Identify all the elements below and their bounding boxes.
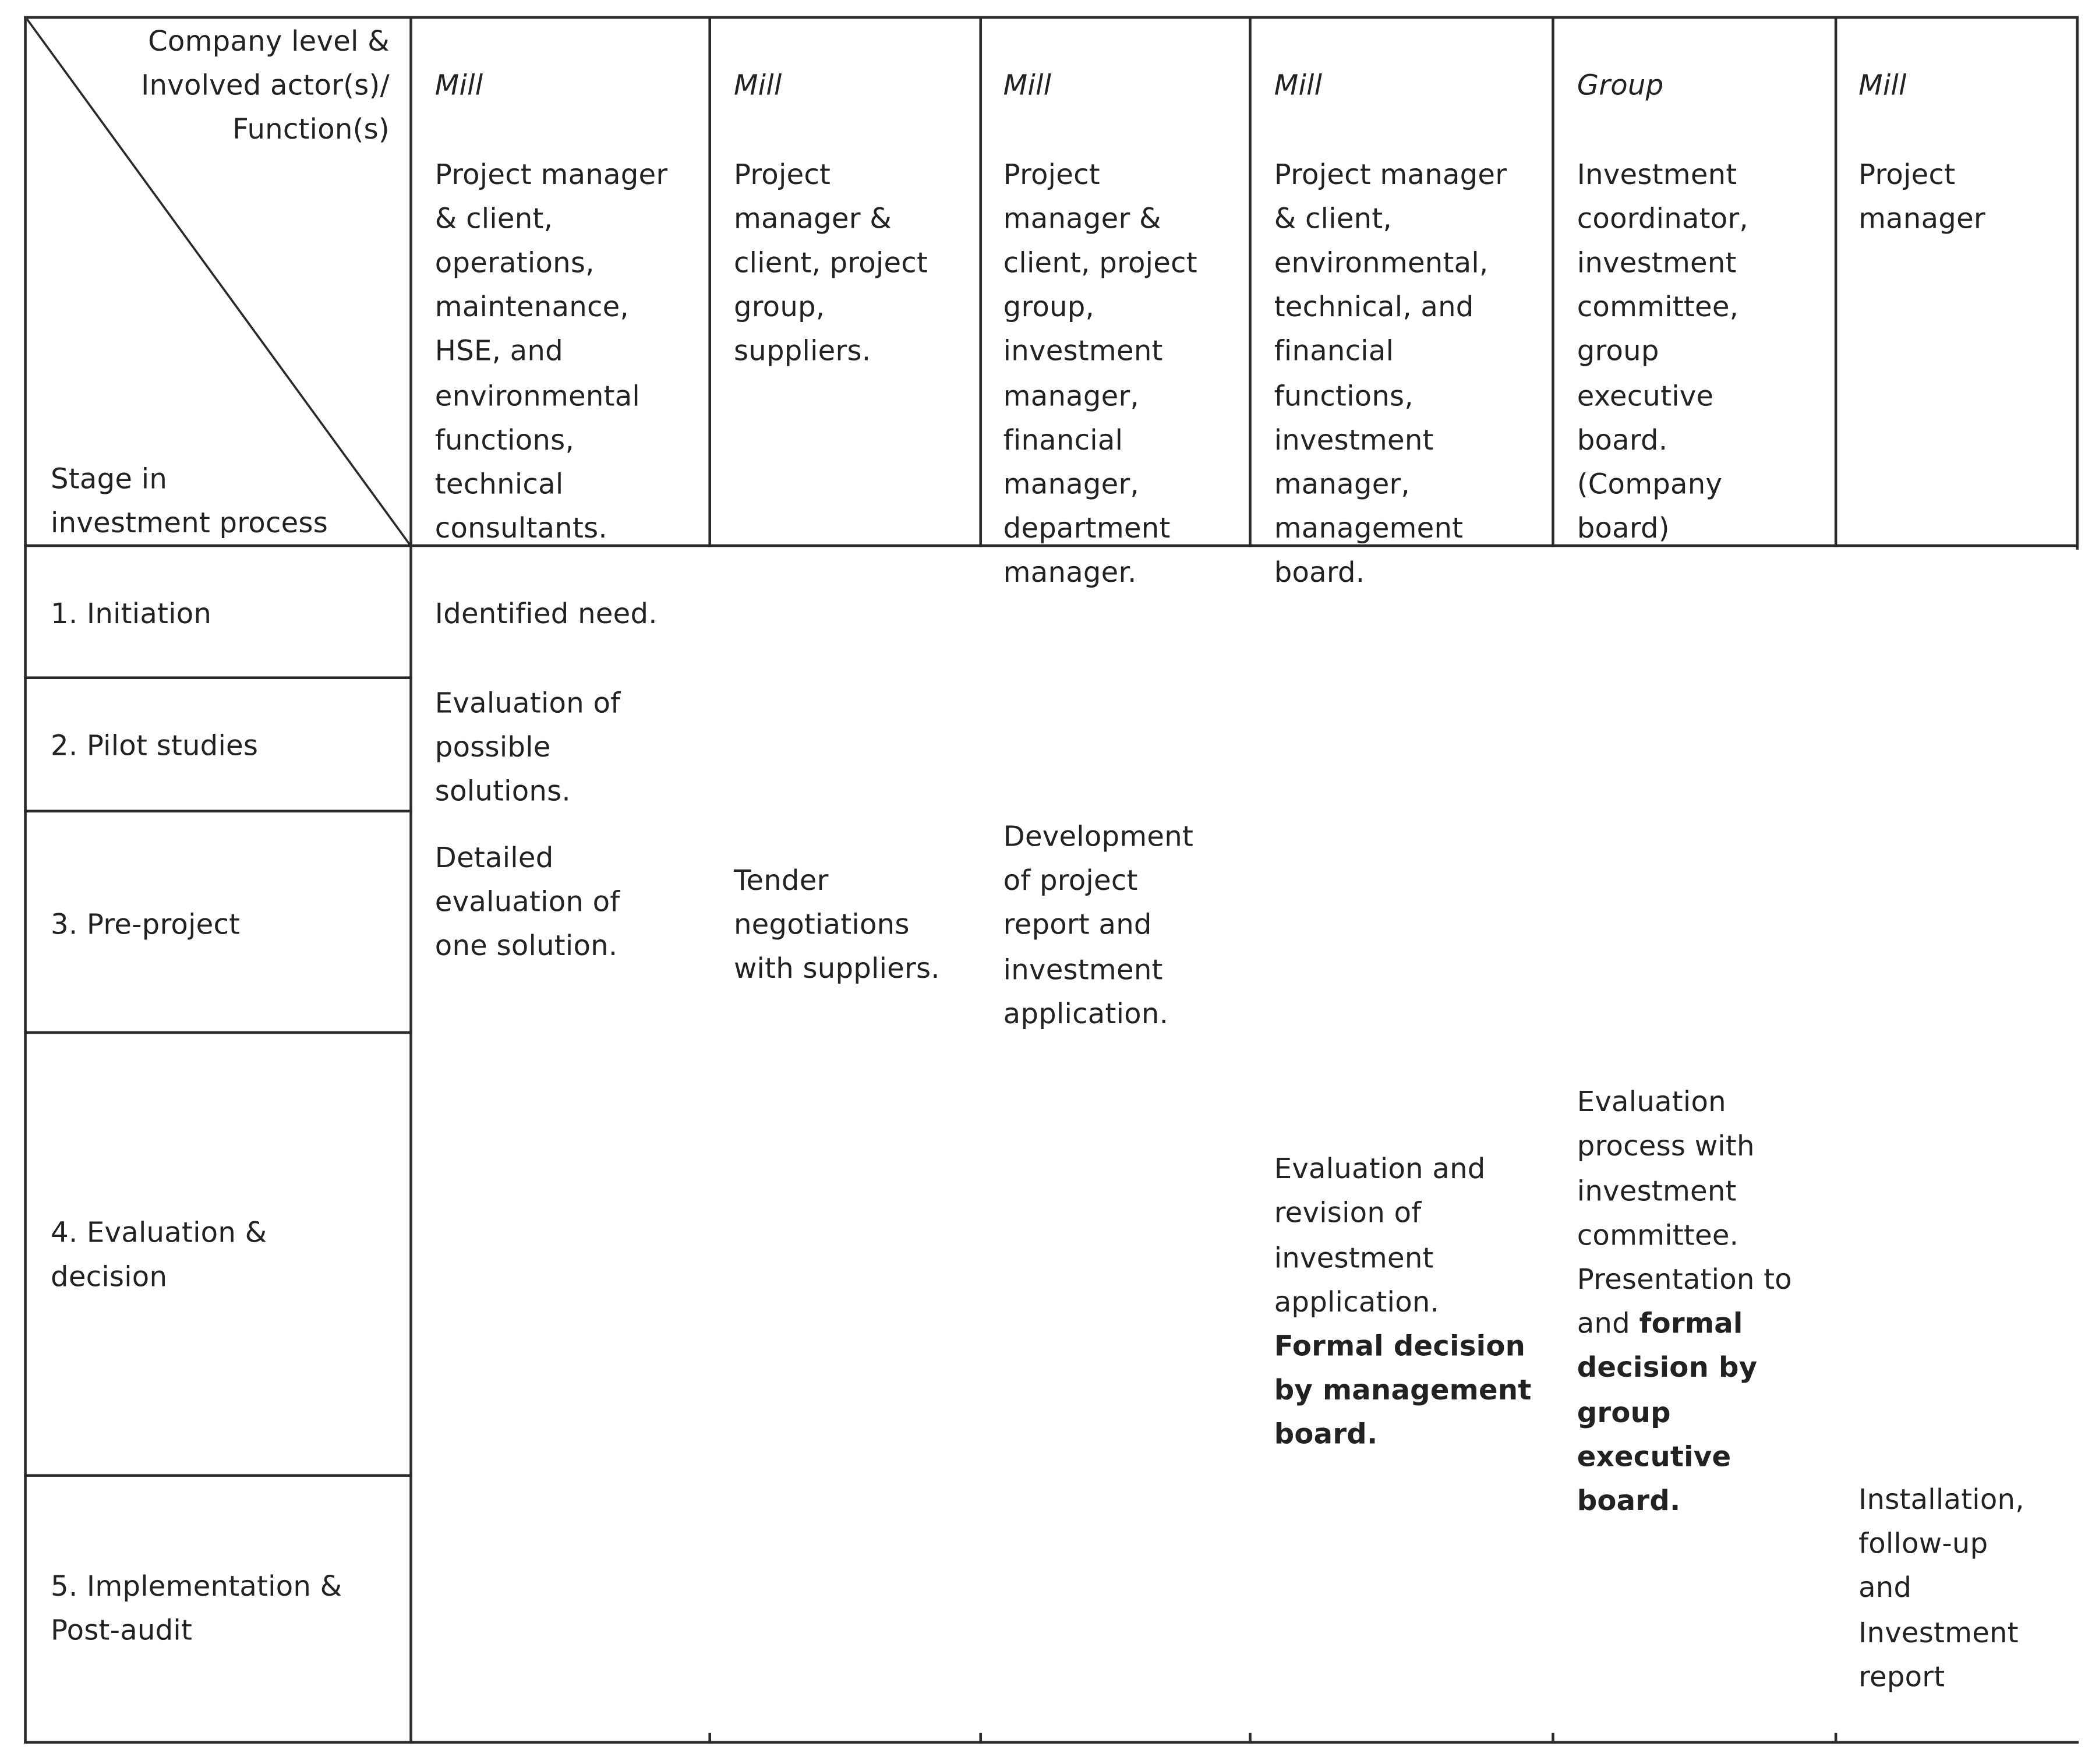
column-header xyxy=(435,20,707,596)
bottom-tick xyxy=(979,1733,982,1744)
bottom-tick xyxy=(1835,1733,1837,1744)
stage-row-divider xyxy=(24,1031,412,1034)
company-level: Mill xyxy=(1858,69,1907,102)
involved-actors: Project manager xyxy=(1858,158,1985,235)
stage-label-pilot-studies: 2. Pilot studies xyxy=(51,730,259,762)
stage-label-initiation: 1. Initiation xyxy=(51,598,212,630)
stage-label-pre-project: 3. Pre-project xyxy=(51,908,241,941)
column-header xyxy=(1274,20,1549,640)
activity-formal-decision: Formal decision by management board. xyxy=(1274,1330,1532,1451)
company-level: Group xyxy=(1577,69,1664,102)
bottom-tick xyxy=(1249,1733,1252,1744)
activity-text: Evaluation process with investment committee. Presentation to and xyxy=(1577,1086,1792,1340)
activity-management-board-decision xyxy=(1274,1103,1549,1457)
stage-row-divider xyxy=(24,676,412,679)
corner-label-actors: Company level & Involved actor(s)/ Function(s) xyxy=(141,25,390,146)
company-level: Mill xyxy=(733,69,782,102)
activity-installation: Installation, follow-up and Investment report xyxy=(1858,1483,2024,1693)
column-header xyxy=(1003,20,1246,640)
column-header xyxy=(1858,20,2075,285)
involved-actors: Project manager & client, project group, suppliers. xyxy=(733,158,928,367)
stage-row-divider xyxy=(24,1474,412,1477)
activity-pilot-studies: Evaluation of possible solutions. xyxy=(434,687,621,808)
activity-text: Evaluation and revision of investment application. xyxy=(1274,1153,1486,1318)
involved-actors: Project manager & client, project group, investment manager, financial manager, department manager. xyxy=(1003,158,1197,589)
company-level: Mill xyxy=(1003,69,1052,102)
column-header xyxy=(734,20,977,419)
corner-label-stage: Stage in investment process xyxy=(51,462,328,539)
activity-formal-decision: formal decision by group executive board. xyxy=(1577,1307,1758,1517)
column-header xyxy=(1577,20,1833,596)
bottom-tick xyxy=(1552,1733,1554,1744)
activity-pre-project-evaluation: Detailed evaluation of one solution. xyxy=(434,842,620,963)
activity-group-board-decision xyxy=(1577,1037,1833,1524)
stage-label-evaluation-decision: 4. Evaluation & decision xyxy=(51,1217,267,1293)
bottom-tick xyxy=(708,1733,711,1744)
stage-row-divider xyxy=(24,810,412,813)
table-border-bottom xyxy=(24,1741,2079,1744)
activity-tender-negotiations: Tender negotiations with suppliers. xyxy=(733,864,940,985)
activity-project-report: Development of project report and investment application. xyxy=(1003,820,1194,1030)
stage-label-implementation: 5. Implementation & Post-audit xyxy=(51,1570,342,1647)
involved-actors: Project manager & client, operations, maintenance, HSE, and environmental functions, technical consultants. xyxy=(434,158,668,545)
company-level: Mill xyxy=(1274,69,1323,102)
involved-actors: Investment coordinator, investment committee, group executive board. (Company board) xyxy=(1577,158,1748,545)
company-level: Mill xyxy=(434,69,483,102)
involved-actors: Project manager & client, environmental, technical, and financial functions, investment manager, management board. xyxy=(1274,158,1507,589)
activity-initiation: Identified need. xyxy=(434,598,658,630)
